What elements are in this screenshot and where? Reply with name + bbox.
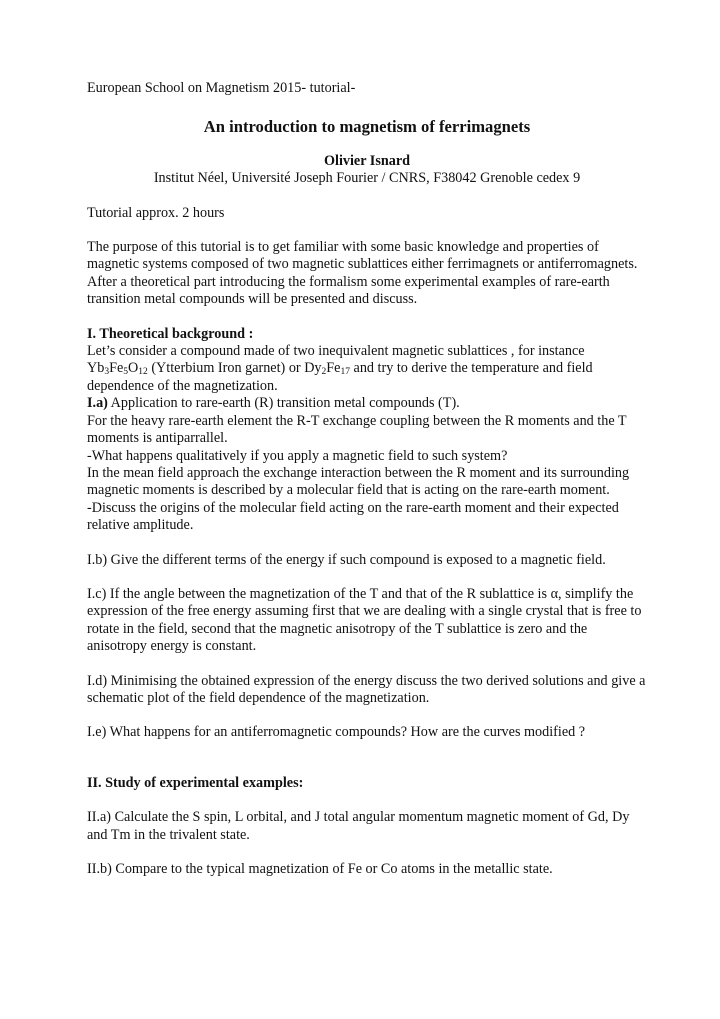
subsection-ib: I.b) Give the different terms of the energy if such compound is exposed to a magnetic field. xyxy=(87,551,606,568)
question-molecular-field: -Discuss the origins of the molecular field acting on the rare-earth moment and their expected relative amplitude. xyxy=(87,499,619,534)
header-line: European School on Magnetism 2015- tutorial- xyxy=(87,80,356,96)
formula-ybfeo: $Yb_3Fe_5O_{12}$ xyxy=(87,360,148,378)
section1-heading: I. Theoretical background : xyxy=(87,325,254,342)
section1-intro xyxy=(87,343,647,395)
document-page xyxy=(87,80,647,878)
intro-paragraph: The purpose of this tutorial is to get familiar with some basic knowledge and properties of magnetic systems composed of two magnetic sublattices either ferrimagnets or antiferromagnets. After a theoretical part introducing the formalism some experimental examples of rare-earth transition metal compounds will be presented and discuss. xyxy=(87,239,638,308)
subsection-ia xyxy=(87,395,647,412)
subsection-id: I.d) Minimising the obtained expression of the energy discuss the two derived solutions and give a schematic plot of the field dependence of the magnetization. xyxy=(87,672,646,706)
document-title: An introduction to magnetism of ferrimagnets xyxy=(203,117,531,137)
section2-heading: II. Study of experimental examples: xyxy=(87,774,304,791)
section1-line1: Let’s consider a compound made of two inequivalent magnetic sublattices , for instance xyxy=(87,343,585,360)
ia-text: Application to rare-earth (R) transition metal compounds (T). xyxy=(107,395,460,412)
formula-dyfe: $Dy_2Fe_{17}$ xyxy=(304,360,350,378)
duration-note: Tutorial approx. 2 hours xyxy=(87,204,225,221)
subsection-ic: I.c) If the angle between the magnetization of the T and that of the R sublattice is α, simplify the expression of the free energy assuming first that we are dealing with a single crystal that is free to rotate in the field, second that the magnetic anisotropy of the T sublattice is zero and the anisotropy energy is constant. xyxy=(87,585,642,655)
section1-tail-text: and try to derive the temperature and field dependence of the magnetization. xyxy=(87,360,593,394)
subsection-ie: I.e) What happens for an antiferromagnetic compounds? How are the curves modified ? xyxy=(87,724,586,741)
affiliation: Institut Néel, Université Joseph Fourier / CNRS, F38042 Grenoble cedex 9 xyxy=(153,170,581,187)
ia-label: I.a) xyxy=(87,395,108,412)
subsection-iia: II.a) Calculate the S spin, L orbital, and J total angular momentum magnetic moment of Gd, Dy and Tm in the trivalent state. xyxy=(87,809,630,843)
section1-mid-text: (Ytterbium Iron garnet) or xyxy=(147,360,305,377)
question-field: -What happens qualitatively if you apply a magnetic field to such system? xyxy=(87,447,508,464)
author-name: Olivier Isnard xyxy=(323,152,411,169)
paragraph-exchange: For the heavy rare-earth element the R-T exchange coupling between the R moments and the T moments is antiparrallel. xyxy=(87,412,627,447)
subsection-iib: II.b) Compare to the typical magnetization of Fe or Co atoms in the metallic state. xyxy=(87,861,553,877)
paragraph-mean-field: In the mean field approach the exchange interaction between the R moment and its surrounding magnetic moments is described by a molecular field that is acting on the rare-earth moment. xyxy=(87,464,630,499)
